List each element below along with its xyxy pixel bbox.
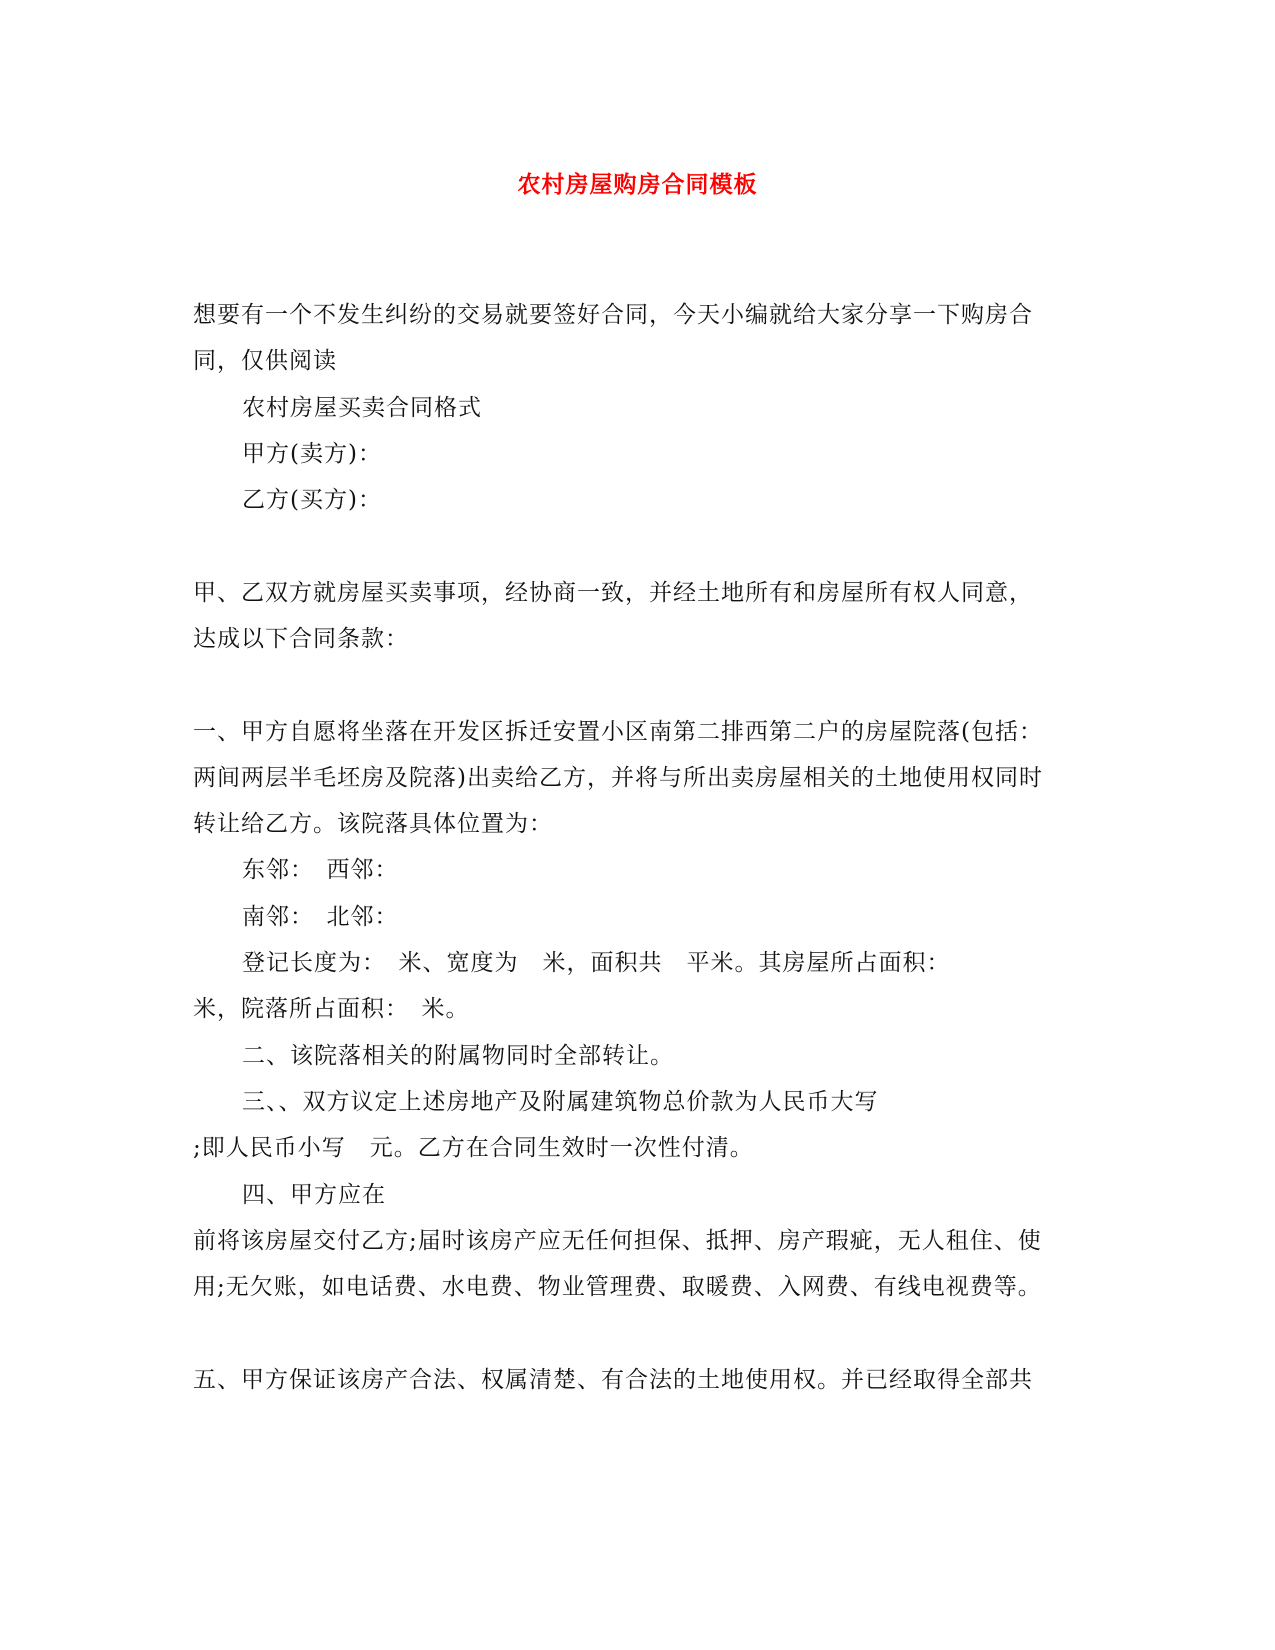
clause-5-line-1: 五、甲方保证该房产合法、权属清楚、有合法的土地使用权。并已经取得全部共 — [193, 1367, 1033, 1393]
party-a-seller: 甲方(卖方)： — [242, 441, 382, 467]
registered-dimensions-line-1: 登记长度为： 米、宽度为 米，面积共 平米。其房屋所占面积： — [242, 950, 951, 976]
clause-1-line-3: 转让给乙方。该院落具体位置为： — [193, 811, 553, 837]
contract-format-heading: 农村房屋买卖合同格式 — [242, 395, 482, 421]
clause-1-line-1: 一、甲方自愿将坐落在开发区拆迁安置小区南第二排西第二户的房屋院落(包括： — [193, 719, 1043, 745]
document-title: 农村房屋购房合同模板 — [517, 172, 758, 198]
neighbors-south-north: 南邻： 北邻： — [242, 904, 399, 930]
clause-1-line-2: 两间两层半毛坯房及院落)出卖给乙方，并将与所出卖房屋相关的土地使用权同时 — [193, 765, 1043, 791]
neighbors-east-west: 东邻： 西邻： — [242, 857, 399, 883]
agreement-preamble-line-2: 达成以下合同条款： — [193, 626, 409, 652]
agreement-preamble-line-1: 甲、乙双方就房屋买卖事项，经协商一致，并经土地所有和房屋所有权人同意， — [193, 580, 1033, 606]
clause-4-line-2: 前将该房屋交付乙方;届时该房产应无任何担保、抵押、房产瑕疵，无人租住、使 — [193, 1228, 1042, 1254]
clause-4-line-1: 四、甲方应在 — [242, 1182, 386, 1208]
paragraph-intro-line-2: 同，仅供阅读 — [193, 348, 337, 374]
registered-dimensions-line-2: 米，院落所占面积： 米。 — [193, 996, 470, 1022]
clause-3-line-1: 三、、双方议定上述房地产及附属建筑物总价款为人民币大写 — [242, 1089, 879, 1115]
party-b-buyer: 乙方(买方)： — [242, 487, 382, 513]
clause-3-line-2: ;即人民币小写 元。乙方在合同生效时一次性付清。 — [193, 1135, 754, 1161]
paragraph-intro-line-1: 想要有一个不发生纠纷的交易就要签好合同，今天小编就给大家分享一下购房合 — [193, 302, 1033, 328]
clause-4-line-3: 用;无欠账，如电话费、水电费、物业管理费、取暖费、入网费、有线电视费等。 — [193, 1274, 1042, 1300]
clause-2: 二、该院落相关的附属物同时全部转让。 — [242, 1043, 674, 1069]
